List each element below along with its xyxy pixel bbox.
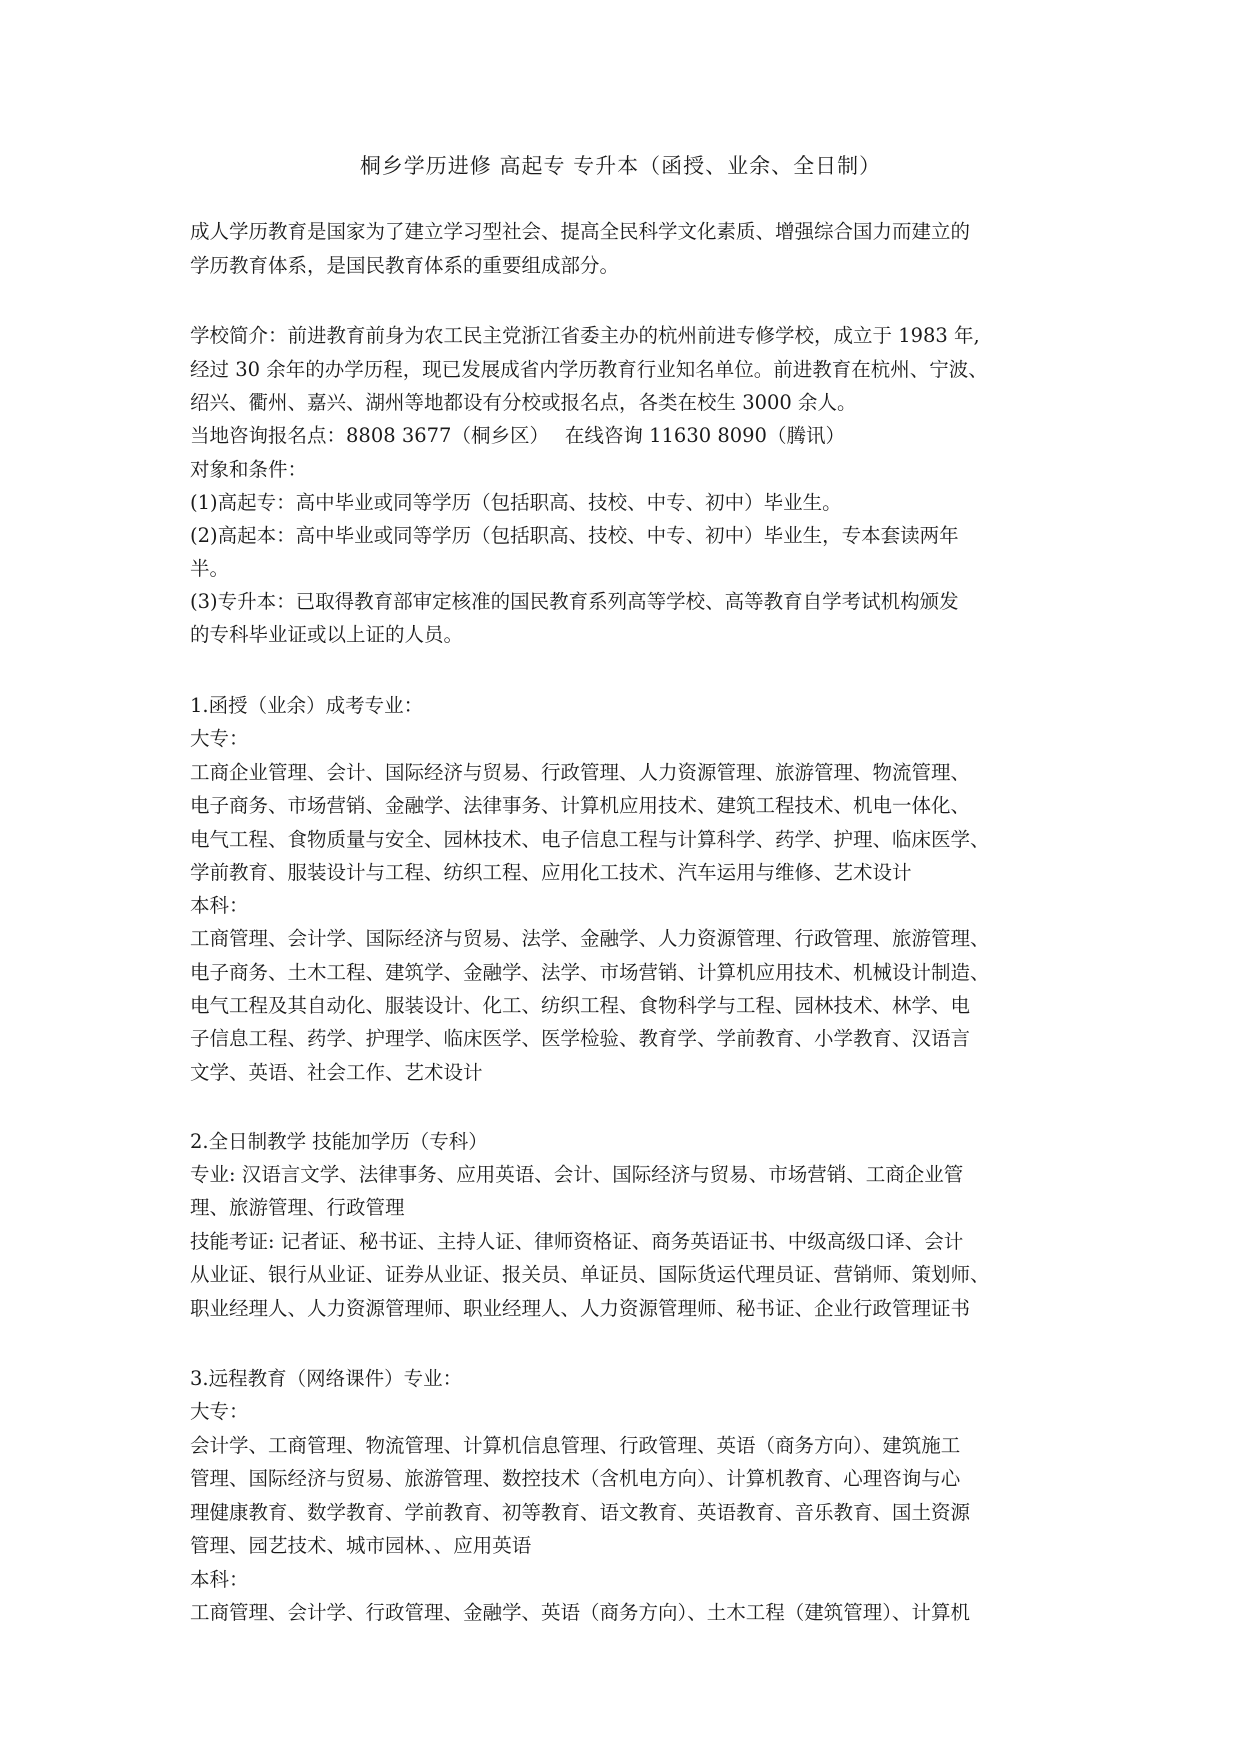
text-line: 3.远程教育（网络课件）专业： xyxy=(190,1367,463,1390)
text-line: 电子商务、市场营销、金融学、法律事务、计算机应用技术、建筑工程技术、机电一体化、 xyxy=(190,794,971,817)
text-line: 经过 30 余年的办学历程，现已发展成省内学历教育行业知名单位。前进教育在杭州、宁波、 xyxy=(190,358,988,381)
text-line: (1)高起专：高中毕业或同等学历（包括职高、技校、中专、初中）毕业生。 xyxy=(190,491,842,514)
text-line: 1.函授（业余）成考专业： xyxy=(190,694,424,717)
text-line: 半。 xyxy=(190,557,230,580)
text-line: 绍兴、衢州、嘉兴、湖州等地都设有分校或报名点，各类在校生 3000 余人。 xyxy=(190,391,857,414)
text-line: 本科： xyxy=(190,1568,249,1591)
text-line: 成人学历教育是国家为了建立学习型社会、提高全民科学文化素质、增强综合国力而建立的 xyxy=(190,220,971,243)
text-line: 管理、园艺技术、城市园林、、应用英语 xyxy=(190,1534,532,1557)
document-title: 桐乡学历进修 高起专 专升本（函授、业余、全日制） xyxy=(359,154,882,178)
text-line: (3)专升本：已取得教育部审定核准的国民教育系列高等学校、高等教育自学考试机构颁发 xyxy=(190,590,959,613)
text-line: (2)高起本：高中毕业或同等学历（包括职高、技校、中专、初中）毕业生，专本套读两年 xyxy=(190,524,959,547)
text-line: 学校简介：前进教育前身为农工民主党浙江省委主办的杭州前进专修学校，成立于 1983 年, xyxy=(190,324,980,347)
text-line: 从业证、银行从业证、证券从业证、报关员、单证员、国际货运代理员证、营销师、策划师、 xyxy=(190,1263,990,1286)
text-line: 电气工程及其自动化、服装设计、化工、纺织工程、食物科学与工程、园林技术、林学、电 xyxy=(190,994,971,1017)
text-line: 理健康教育、数学教育、学前教育、初等教育、语文教育、英语教育、音乐教育、国土资源 xyxy=(190,1501,971,1524)
text-line: 工商企业管理、会计、国际经济与贸易、行政管理、人力资源管理、旅游管理、物流管理、 xyxy=(190,761,971,784)
text-line: 2.全日制教学 技能加学历（专科） xyxy=(190,1130,488,1153)
text-line: 学前教育、服装设计与工程、纺织工程、应用化工技术、汽车运用与维修、艺术设计 xyxy=(190,861,912,884)
text-line: 专业: 汉语言文学、法律事务、应用英语、会计、国际经济与贸易、市场营销、工商企业管 xyxy=(190,1163,964,1186)
text-line: 的专科毕业证或以上证的人员。 xyxy=(190,623,464,646)
text-line: 技能考证: 记者证、秘书证、主持人证、律师资格证、商务英语证书、中级高级口译、会计 xyxy=(190,1230,964,1253)
text-line: 会计学、工商管理、物流管理、计算机信息管理、行政管理、英语（商务方向）、建筑施工 xyxy=(190,1434,961,1457)
text-line: 大专： xyxy=(190,1400,249,1423)
text-line: 学历教育体系，是国民教育体系的重要组成部分。 xyxy=(190,254,620,277)
text-line: 理、旅游管理、行政管理 xyxy=(190,1196,405,1219)
text-line: 电气工程、食物质量与安全、园林技术、电子信息工程与计算科学、药学、护理、临床医学、 xyxy=(190,828,990,851)
text-line: 职业经理人、人力资源管理师、职业经理人、人力资源管理师、秘书证、企业行政管理证书 xyxy=(190,1297,971,1320)
text-line: 工商管理、会计学、国际经济与贸易、法学、金融学、人力资源管理、行政管理、旅游管理、 xyxy=(190,927,990,950)
text-line: 对象和条件： xyxy=(190,458,308,481)
text-line: 当地咨询报名点：8808 3677（桐乡区） 在线咨询 11630 8090（腾讯） xyxy=(190,424,845,447)
text-line: 子信息工程、药学、护理学、临床医学、医学检验、教育学、学前教育、小学教育、汉语言 xyxy=(190,1027,971,1050)
text-line: 电子商务、土木工程、建筑学、金融学、法学、市场营销、计算机应用技术、机械设计制造、 xyxy=(190,961,990,984)
text-line: 大专： xyxy=(190,727,249,750)
text-line: 文学、英语、社会工作、艺术设计 xyxy=(190,1061,483,1084)
text-line: 管理、国际经济与贸易、旅游管理、数控技术（含机电方向）、计算机教育、心理咨询与心 xyxy=(190,1467,961,1490)
text-line: 本科： xyxy=(190,894,249,917)
text-line: 工商管理、会计学、行政管理、金融学、英语（商务方向）、土木工程（建筑管理）、计算机 xyxy=(190,1601,971,1624)
